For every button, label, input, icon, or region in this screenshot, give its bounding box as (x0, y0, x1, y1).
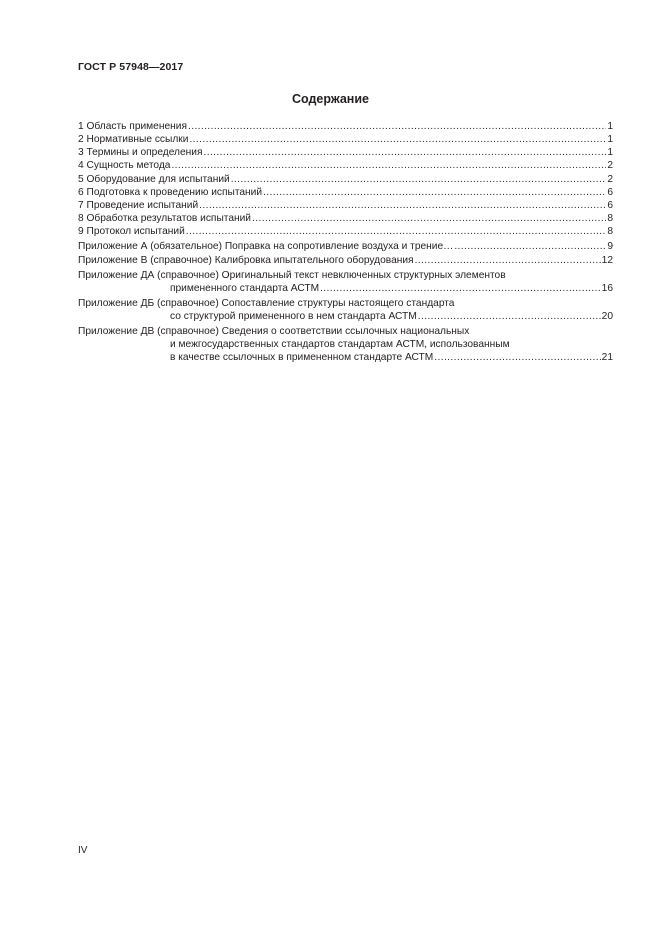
toc-item-page: 16 (601, 283, 613, 295)
toc-item[interactable] (78, 254, 613, 267)
toc-item-title: 5 Оборудование для испытаний (78, 173, 230, 185)
toc-item[interactable] (78, 351, 613, 364)
toc-item[interactable] (78, 186, 613, 199)
toc-appendix-dv-heading[interactable]: Приложение ДВ (справочное) Сведения о соответствии ссылочных национальных (78, 325, 470, 337)
toc-dot-leader (415, 254, 601, 267)
toc-item-title: 7 Проведение испытаний (78, 199, 199, 211)
toc-item-page: 8 (607, 212, 613, 224)
toc-item-page: 9 (607, 240, 613, 252)
toc-item[interactable] (78, 199, 613, 212)
toc-item-title: Приложение А (обязательное) Поправка на сопротивление воздуха и трение… (78, 240, 454, 252)
toc-dot-leader (189, 133, 606, 146)
toc-appendix-da-heading[interactable]: Приложение ДА (справочное) Оригинальный текст невключенных структурных элементов (78, 270, 506, 282)
toc-item-title: 3 Термины и определения (78, 147, 203, 159)
toc-item-page: 8 (607, 226, 613, 238)
toc-dot-leader (199, 199, 606, 212)
toc-item-page: 12 (601, 255, 613, 267)
toc-item[interactable] (78, 225, 613, 238)
toc-item-title: 6 Подготовка к проведению испытаний (78, 186, 263, 198)
toc-appendix-db-heading[interactable]: Приложение ДБ (справочное) Сопоставление структуры настоящего стандарта (78, 297, 455, 309)
toc-item-page: 6 (607, 186, 613, 198)
toc-dot-leader (454, 240, 606, 253)
toc-item-title: 2 Нормативные ссылки (78, 134, 189, 146)
toc-item-title: 4 Сущность метода (78, 160, 171, 172)
toc-item-title: 8 Обработка результатов испытаний (78, 212, 251, 224)
toc-item-page: 1 (607, 147, 613, 159)
toc-item[interactable] (78, 133, 613, 146)
document-code: ГОСТ Р 57948—2017 (78, 61, 184, 73)
toc-item[interactable] (78, 310, 613, 323)
toc-item-title: в качестве ссылочных в примененном стандарте АСТМ (170, 351, 434, 363)
toc-item-title: со структурой примененного в нем стандарта АСТМ (170, 310, 417, 322)
toc-dot-leader (418, 310, 601, 323)
toc-dot-leader (188, 120, 606, 133)
toc-item[interactable] (78, 240, 613, 253)
toc-dot-leader (186, 225, 607, 238)
toc-dot-leader (320, 282, 601, 295)
page-number: IV (78, 845, 88, 856)
page-title: Содержание (291, 92, 369, 106)
toc-item-title: Приложение В (справочное) Калибровка ипытательного оборудования (78, 255, 414, 267)
toc-item-page: 20 (601, 310, 613, 322)
toc-item-page: 6 (607, 199, 613, 211)
toc-dot-leader (263, 186, 606, 199)
toc-appendix-dv-continuation: и межгосударственных стандартов стандартам АСТМ, использованным (170, 338, 510, 350)
toc-item[interactable] (78, 173, 613, 186)
toc-item[interactable] (78, 159, 613, 172)
toc-item[interactable] (78, 120, 613, 133)
toc-item-title: 9 Протокол испытаний (78, 226, 185, 238)
toc-dot-leader (434, 351, 600, 364)
toc-item-page: 21 (601, 351, 613, 363)
toc-item-title: 1 Область применения (78, 120, 187, 132)
toc-item-page: 1 (607, 120, 613, 132)
toc-dot-leader (252, 212, 606, 225)
toc-item[interactable] (78, 146, 613, 159)
toc-dot-leader (231, 173, 607, 186)
table-of-contents (78, 120, 613, 364)
toc-dot-leader (203, 146, 606, 159)
toc-item[interactable] (78, 212, 613, 225)
toc-item-page: 2 (607, 173, 613, 185)
toc-item-title: примененного стандарта АСТМ (170, 283, 320, 295)
toc-item[interactable] (78, 282, 613, 295)
toc-item-page: 2 (607, 160, 613, 172)
toc-item-page: 1 (607, 134, 613, 146)
toc-dot-leader (171, 159, 606, 172)
